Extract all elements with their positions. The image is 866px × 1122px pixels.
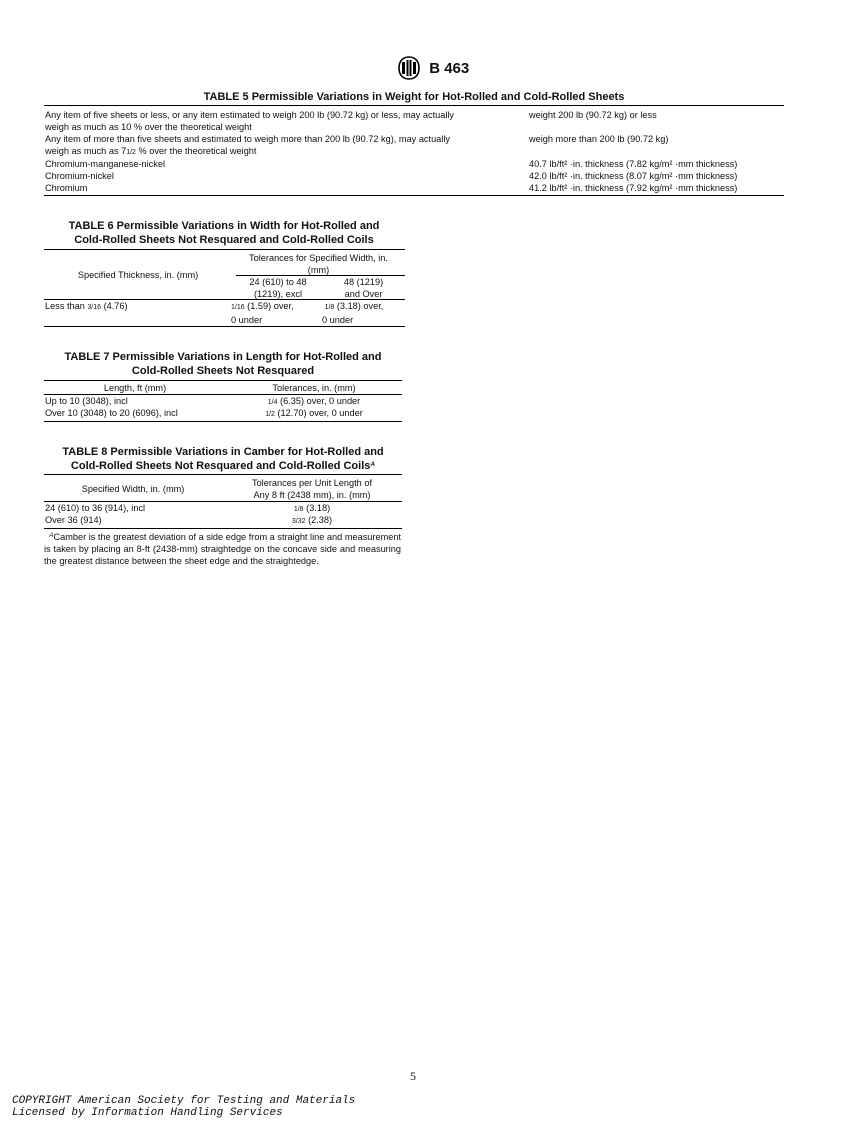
table8-title-line2: Cold-Rolled Sheets Not Resquared and Cold-Rolled Coils xyxy=(70,460,371,472)
table8-title-line1: TABLE 8 Permissible Variations in Camber for Hot-Rolled and xyxy=(62,446,384,458)
table6-title-line2: Cold-Rolled Sheets Not Resquared and Cold-Rolled Coils xyxy=(74,234,374,246)
table5-row1-col1: Any item of five sheets or less, or any item estimated to weigh 200 lb (90.72 kg) or less, may actually xyxy=(45,110,455,120)
table7-title xyxy=(44,350,402,378)
table5-row7-col1: Chromium xyxy=(45,183,88,193)
table5-top-rule xyxy=(44,105,784,106)
table6-row1-label xyxy=(45,300,128,314)
document-designation: B 463 xyxy=(429,59,470,77)
table8-footnote-text: Camber is the greatest deviation of a side edge from a straight line and measurement is taken by placing an 8-ft (2438-mm) straightedge on the concave side and measuring the greatest distance between the sheet edge and the straightedge. xyxy=(44,532,401,566)
table5-row3-col1: Any item of more than five sheets and estimated to weigh more than 200 lb (90.72 kg), may actually xyxy=(45,134,450,144)
copyright-line2: Licensed by Information Handling Services xyxy=(12,1107,283,1119)
table6-row1-value1-fraction: 1/16 xyxy=(231,304,245,311)
table5-row3-col2: weigh more than 200 lb (90.72 kg) xyxy=(529,134,669,144)
table6-group-header-line1: Tolerances for Specified Width, in. xyxy=(249,253,388,263)
table6-row1-value1-line2: 0 under xyxy=(231,315,263,325)
table7-col1-header: Length, ft (mm) xyxy=(103,383,167,393)
table6-col1-header: Specified Thickness, in. (mm) xyxy=(77,270,199,280)
table8-bottom-rule xyxy=(44,528,402,529)
table7-row2-value-text: (12.70) over, 0 under xyxy=(274,408,363,418)
copyright-line1: COPYRIGHT American Society for Testing and Materials xyxy=(12,1095,356,1107)
table6-title-line1: TABLE 6 Permissible Variations in Width for Hot-Rolled and xyxy=(68,220,380,232)
table7-row2-label: Over 10 (3048) to 20 (6096), incl xyxy=(45,408,178,418)
table7-row1-value-text: (6.35) over, 0 under xyxy=(277,396,361,406)
table6-subheader-2-line2: and Over xyxy=(344,289,383,299)
copyright-notice xyxy=(12,1095,355,1119)
table7-row1-label: Up to 10 (3048), incl xyxy=(45,396,128,406)
table6-row1-value2 xyxy=(322,300,383,326)
table5-row6-col2: 42.0 lb/ft² ·in. thickness (8.07 kg/m² ·mm thickness) xyxy=(529,171,738,181)
table6-row1-label-a: Less than xyxy=(45,301,88,311)
table8-row1-label: 24 (610) to 36 (914), incl xyxy=(45,503,146,513)
table5-row4-col1 xyxy=(45,145,256,159)
table8-col2-header-line1: Tolerances per Unit Length of xyxy=(251,478,373,488)
page-number: 5 xyxy=(410,1069,416,1083)
table5-row2-col1: weigh as much as 10 % over the theoretical weight xyxy=(45,122,252,132)
page-header xyxy=(0,56,866,80)
table8-footnote xyxy=(44,531,401,567)
table5-row4-text-a: weigh as much as 7 xyxy=(45,146,127,156)
table6-row1-value2-line1: (3.18) over, xyxy=(334,301,384,311)
table5-row5-col2: 40.7 lb/ft² ·in. thickness (7.82 kg/m² ·mm thickness) xyxy=(529,159,738,169)
table8-top-rule xyxy=(44,474,402,475)
table6-top-rule xyxy=(44,249,405,250)
table8-row2-value xyxy=(222,514,402,528)
table8-title-footnote-mark: A xyxy=(370,461,376,468)
table5-row6-col1: Chromium-nickel xyxy=(45,171,114,181)
table6-row1-label-fraction: 3/16 xyxy=(87,304,102,311)
table7-row2-fraction: 1/2 xyxy=(265,411,275,418)
table7-bottom-rule xyxy=(44,421,402,422)
table6-subheader-2-line1: 48 (1219) xyxy=(343,277,384,287)
table7-title-line2: Cold-Rolled Sheets Not Resquared xyxy=(131,365,315,377)
table8-title xyxy=(44,445,402,473)
table8-footnote-mark: A xyxy=(49,532,54,539)
table5-title: TABLE 5 Permissible Variations in Weight for Hot-Rolled and Cold-Rolled Sheets xyxy=(203,91,625,103)
table6-group-header-line2: (mm) xyxy=(307,265,330,275)
table6-subheader-1 xyxy=(236,276,320,300)
table7-title-line1: TABLE 7 Permissible Variations in Length for Hot-Rolled and xyxy=(64,351,382,363)
table8-row2-fraction: 3/32 xyxy=(291,518,306,525)
astm-logo-icon xyxy=(397,56,421,80)
table6-row1-value1 xyxy=(231,300,294,326)
table5-bottom-rule xyxy=(44,195,784,196)
table7-top-rule xyxy=(44,380,402,381)
table8-col2-header xyxy=(222,477,402,501)
table6-subheader-1-line1: 24 (610) to 48 xyxy=(249,277,307,287)
table6-subheader-2 xyxy=(322,276,405,300)
table8-row2-value-text: (2.38) xyxy=(305,515,333,525)
table6-row1-value2-line2: 0 under xyxy=(322,315,354,325)
table5-row5-col1: Chromium-manganese-nickel xyxy=(45,159,165,169)
table7-row1-fraction: 1/4 xyxy=(267,399,278,406)
table8-row2-label: Over 36 (914) xyxy=(45,515,102,525)
table8-row1-fraction: 1/8 xyxy=(293,506,304,513)
table6-subheader-1-line2: (1219), excl xyxy=(253,289,302,299)
table6-title xyxy=(44,219,404,247)
table6-row1-label-b: (4.76) xyxy=(101,301,128,311)
table6-bottom-rule xyxy=(44,326,405,327)
table7-row2-value xyxy=(226,407,402,421)
table7-col2-header: Tolerances, in. (mm) xyxy=(272,383,356,393)
table6-row1-value2-fraction: 1/8 xyxy=(324,304,335,311)
table8-col2-header-line2: Any 8 ft (2438 mm), in. (mm) xyxy=(253,490,371,500)
table8-col1-header: Specified Width, in. (mm) xyxy=(81,484,185,494)
table5-row4-fraction: 1/2 xyxy=(126,149,136,156)
table8-row1-value-text: (3.18) xyxy=(303,503,331,513)
table5-row1-col2: weight 200 lb (90.72 kg) or less xyxy=(529,110,657,120)
table5-row7-col2: 41.2 lb/ft² ·in. thickness (7.92 kg/m² ·mm thickness) xyxy=(529,183,738,193)
table6-row1-value1-line1: (1.59) over, xyxy=(244,301,294,311)
table6-group-header xyxy=(232,252,405,276)
table5-row4-text-b: % over the theoretical weight xyxy=(135,146,257,156)
